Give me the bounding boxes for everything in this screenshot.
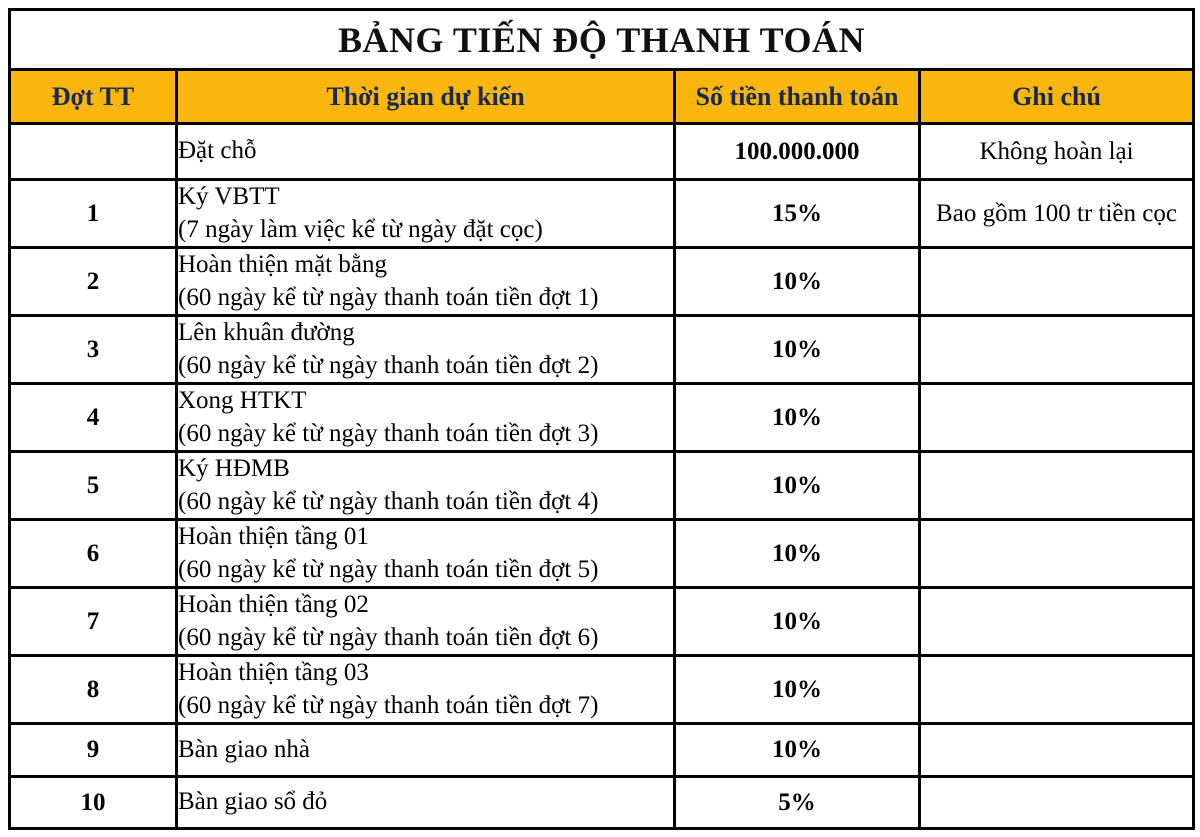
note-cell	[920, 520, 1194, 588]
note-cell: Bao gồm 100 tr tiền cọc	[920, 180, 1194, 248]
milestone-detail: (60 ngày kể từ ngày thanh toán tiền đợt 5)	[178, 555, 599, 583]
stage-cell: 10	[10, 777, 177, 829]
milestone-cell	[177, 248, 675, 316]
milestone-detail: (60 ngày kể từ ngày thanh toán tiền đợt 4)	[178, 487, 599, 515]
note-cell	[920, 384, 1194, 452]
amount-cell: 10%	[675, 452, 920, 520]
column-header-stage: Đợt TT	[10, 70, 177, 124]
milestone-cell	[177, 588, 675, 656]
milestone-label: Hoàn thiện tầng 01	[178, 523, 369, 550]
milestone-label: Hoàn thiện mặt bằng	[178, 251, 387, 278]
milestone-detail: (60 ngày kể từ ngày thanh toán tiền đợt 2)	[178, 351, 599, 379]
amount-cell: 10%	[675, 656, 920, 724]
stage-cell: 1	[10, 180, 177, 248]
milestone-detail: (60 ngày kể từ ngày thanh toán tiền đợt 3)	[178, 419, 599, 447]
stage-cell: 6	[10, 520, 177, 588]
table-row	[10, 452, 1194, 520]
milestone-label: Ký VBTT	[178, 183, 280, 210]
table-row	[10, 588, 1194, 656]
milestone-cell	[177, 452, 675, 520]
amount-cell: 10%	[675, 248, 920, 316]
note-cell	[920, 656, 1194, 724]
stage-cell: 2	[10, 248, 177, 316]
table-row	[10, 248, 1194, 316]
milestone-cell	[177, 384, 675, 452]
header-row	[10, 70, 1194, 124]
payment-schedule-table	[8, 8, 1195, 830]
note-cell	[920, 316, 1194, 384]
milestone-label: Lên khuân đường	[178, 319, 355, 346]
table-row	[10, 724, 1194, 777]
table-row	[10, 316, 1194, 384]
stage-cell: 4	[10, 384, 177, 452]
milestone-detail: (60 ngày kể từ ngày thanh toán tiền đợt 6)	[178, 623, 599, 651]
note-cell	[920, 588, 1194, 656]
stage-cell: 5	[10, 452, 177, 520]
table-row	[10, 124, 1194, 180]
stage-cell: 3	[10, 316, 177, 384]
milestone-cell	[177, 724, 675, 777]
stage-cell: 8	[10, 656, 177, 724]
milestone-cell	[177, 520, 675, 588]
note-cell	[920, 452, 1194, 520]
milestone-label: Bàn giao nhà	[178, 735, 310, 763]
stage-cell	[10, 124, 177, 180]
amount-cell: 10%	[675, 520, 920, 588]
amount-cell: 5%	[675, 777, 920, 829]
milestone-cell	[177, 316, 675, 384]
table-row	[10, 777, 1194, 829]
note-cell: Không hoàn lại	[920, 124, 1194, 180]
amount-cell: 10%	[675, 724, 920, 777]
note-cell	[920, 777, 1194, 829]
table-body	[10, 124, 1194, 829]
stage-cell: 7	[10, 588, 177, 656]
column-header-amount: Số tiền thanh toán	[675, 70, 920, 124]
milestone-detail: (60 ngày kể từ ngày thanh toán tiền đợt 1)	[178, 283, 599, 311]
note-cell	[920, 724, 1194, 777]
stage-cell: 9	[10, 724, 177, 777]
column-header-note: Ghi chú	[920, 70, 1194, 124]
amount-cell: 100.000.000	[675, 124, 920, 180]
title-row	[10, 10, 1194, 70]
amount-cell: 10%	[675, 588, 920, 656]
amount-cell: 15%	[675, 180, 920, 248]
table-row	[10, 520, 1194, 588]
milestone-label: Xong HTKT	[178, 387, 307, 414]
milestone-cell	[177, 180, 675, 248]
milestone-cell	[177, 124, 675, 180]
milestone-label: Hoàn thiện tầng 03	[178, 659, 369, 686]
milestone-label: Ký HĐMB	[178, 455, 290, 482]
milestone-label: Hoàn thiện tầng 02	[178, 591, 369, 618]
table-row	[10, 384, 1194, 452]
table-row	[10, 180, 1194, 248]
milestone-label: Bàn giao sổ đỏ	[178, 788, 328, 816]
note-cell	[920, 248, 1194, 316]
milestone-detail: (7 ngày làm việc kể từ ngày đặt cọc)	[178, 215, 543, 243]
amount-cell: 10%	[675, 384, 920, 452]
column-header-time: Thời gian dự kiến	[177, 70, 675, 124]
table-row	[10, 656, 1194, 724]
amount-cell: 10%	[675, 316, 920, 384]
milestone-cell	[177, 777, 675, 829]
milestone-detail: (60 ngày kể từ ngày thanh toán tiền đợt 7)	[178, 691, 599, 719]
milestone-label: Đặt chỗ	[178, 137, 257, 165]
milestone-cell	[177, 656, 675, 724]
table-title: BẢNG TIẾN ĐỘ THANH TOÁN	[10, 10, 1194, 70]
